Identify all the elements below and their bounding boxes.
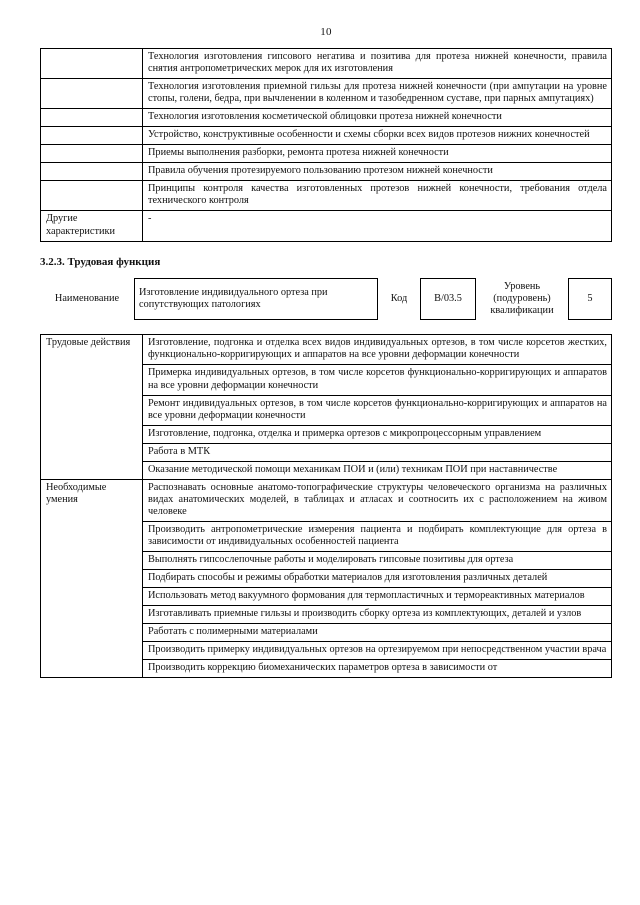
skill-item: Производить коррекцию биомеханических параметров ортеза в зависимости от <box>143 660 612 678</box>
skill-item: Производить примерку индивидуальных ортезов на ортезируемом при непосредственном участии врача <box>143 642 612 660</box>
function-header-table <box>40 278 612 321</box>
table-row <box>41 127 612 145</box>
row-label-empty <box>41 109 143 127</box>
knowledge-item: Правила обучения протезируемого пользованию протезом нижней конечности <box>143 163 612 181</box>
table-row <box>41 109 612 127</box>
action-item: Изготовление, подгонка и отделка всех видов индивидуальных ортезов, в том числе корсетов жестких, функционально-корригирующих и аппаратов на все уровни деформации конечности <box>143 335 612 365</box>
table-row-other-characteristics <box>41 211 612 241</box>
knowledge-item: Приемы выполнения разборки, ремонта протеза нижней конечности <box>143 145 612 163</box>
row-label-other: Другие характеристики <box>41 211 143 241</box>
table-row <box>41 145 612 163</box>
table-row <box>41 335 612 365</box>
table-row <box>41 479 612 521</box>
function-header-row <box>40 278 612 320</box>
row-label-empty <box>41 127 143 145</box>
row-label-skills: Необходимые умения <box>41 479 143 678</box>
skill-item: Производить антропометрические измерения пациента и подбирать комплектующие для ортеза в зависимости от индивидуальных особенностей пациента <box>143 521 612 551</box>
function-code-value: B/03.5 <box>421 278 476 320</box>
knowledge-item: Технология изготовления приемной гильзы для протеза нижней конечности (при ампутации на уровне стопы, голени, бедра, при вычленении в коленном и тазобедренном суставе, при парных ампутациях) <box>143 79 612 109</box>
other-characteristics-value: - <box>143 211 612 241</box>
row-label-empty <box>41 163 143 181</box>
action-item: Ремонт индивидуальных ортезов, в том числе корсетов функционально-корригирующих и аппаратов на все уровни деформации конечности <box>143 395 612 425</box>
function-name-value: Изготовление индивидуального ортеза при сопутствующих патологиях <box>135 278 378 320</box>
page-number: 10 <box>320 26 332 38</box>
function-code-label: Код <box>390 293 408 304</box>
skill-item: Изготавливать приемные гильзы и производить сборку ортеза из комплектующих, деталей и узлов <box>143 606 612 624</box>
skill-item: Подбирать способы и режимы обработки материалов для изготовления различных деталей <box>143 570 612 588</box>
row-label-actions: Трудовые действия <box>41 335 143 479</box>
row-label-empty <box>41 49 143 79</box>
function-details-table <box>40 334 612 678</box>
knowledge-item: Технология изготовления косметической облицовки протеза нижней конечности <box>143 109 612 127</box>
action-item: Примерка индивидуальных ортезов, в том числе корсетов функционально-корригирующих и аппаратов на все уровни деформации конечности <box>143 365 612 395</box>
knowledge-table <box>40 48 612 242</box>
knowledge-item: Технология изготовления гипсового негатива и позитива для протеза нижней конечности, правила снятия антропометрических мерок для их изготовления <box>143 49 612 79</box>
function-level-value: 5 <box>569 278 612 320</box>
row-label-empty <box>41 181 143 211</box>
function-name-label: Наименование <box>54 293 120 304</box>
section-title: 3.2.3. Трудовая функция <box>40 255 161 268</box>
skill-item: Распознавать основные анатомо-топографические структуры человеческого организма на различных видах анатомических моделей, в таблицах и атласах и соотносить их с расположением на живом человеке <box>143 479 612 521</box>
table-row <box>41 79 612 109</box>
table-row <box>41 163 612 181</box>
skill-item: Работать с полимерными материалами <box>143 624 612 642</box>
table-row <box>41 181 612 211</box>
action-item: Оказание методической помощи механикам ПОИ и (или) техникам ПОИ при наставничестве <box>143 461 612 479</box>
row-label-empty <box>41 79 143 109</box>
action-item: Работа в МТК <box>143 443 612 461</box>
skill-item: Выполнять гипсослепочные работы и моделировать гипсовые позитивы для ортеза <box>143 552 612 570</box>
knowledge-item: Принципы контроля качества изготовленных протезов нижней конечности, требования отдела технического контроля <box>143 181 612 211</box>
row-label-empty <box>41 145 143 163</box>
knowledge-item: Устройство, конструктивные особенности и схемы сборки всех видов протезов нижних конечностей <box>143 127 612 145</box>
skill-item: Использовать метод вакуумного формования для термопластичных и термореактивных материалов <box>143 588 612 606</box>
table-row <box>41 49 612 79</box>
function-level-label: Уровень (подуровень) квалификации <box>490 281 554 316</box>
action-item: Изготовление, подгонка, отделка и примерка ортезов с микропроцессорным управлением <box>143 425 612 443</box>
